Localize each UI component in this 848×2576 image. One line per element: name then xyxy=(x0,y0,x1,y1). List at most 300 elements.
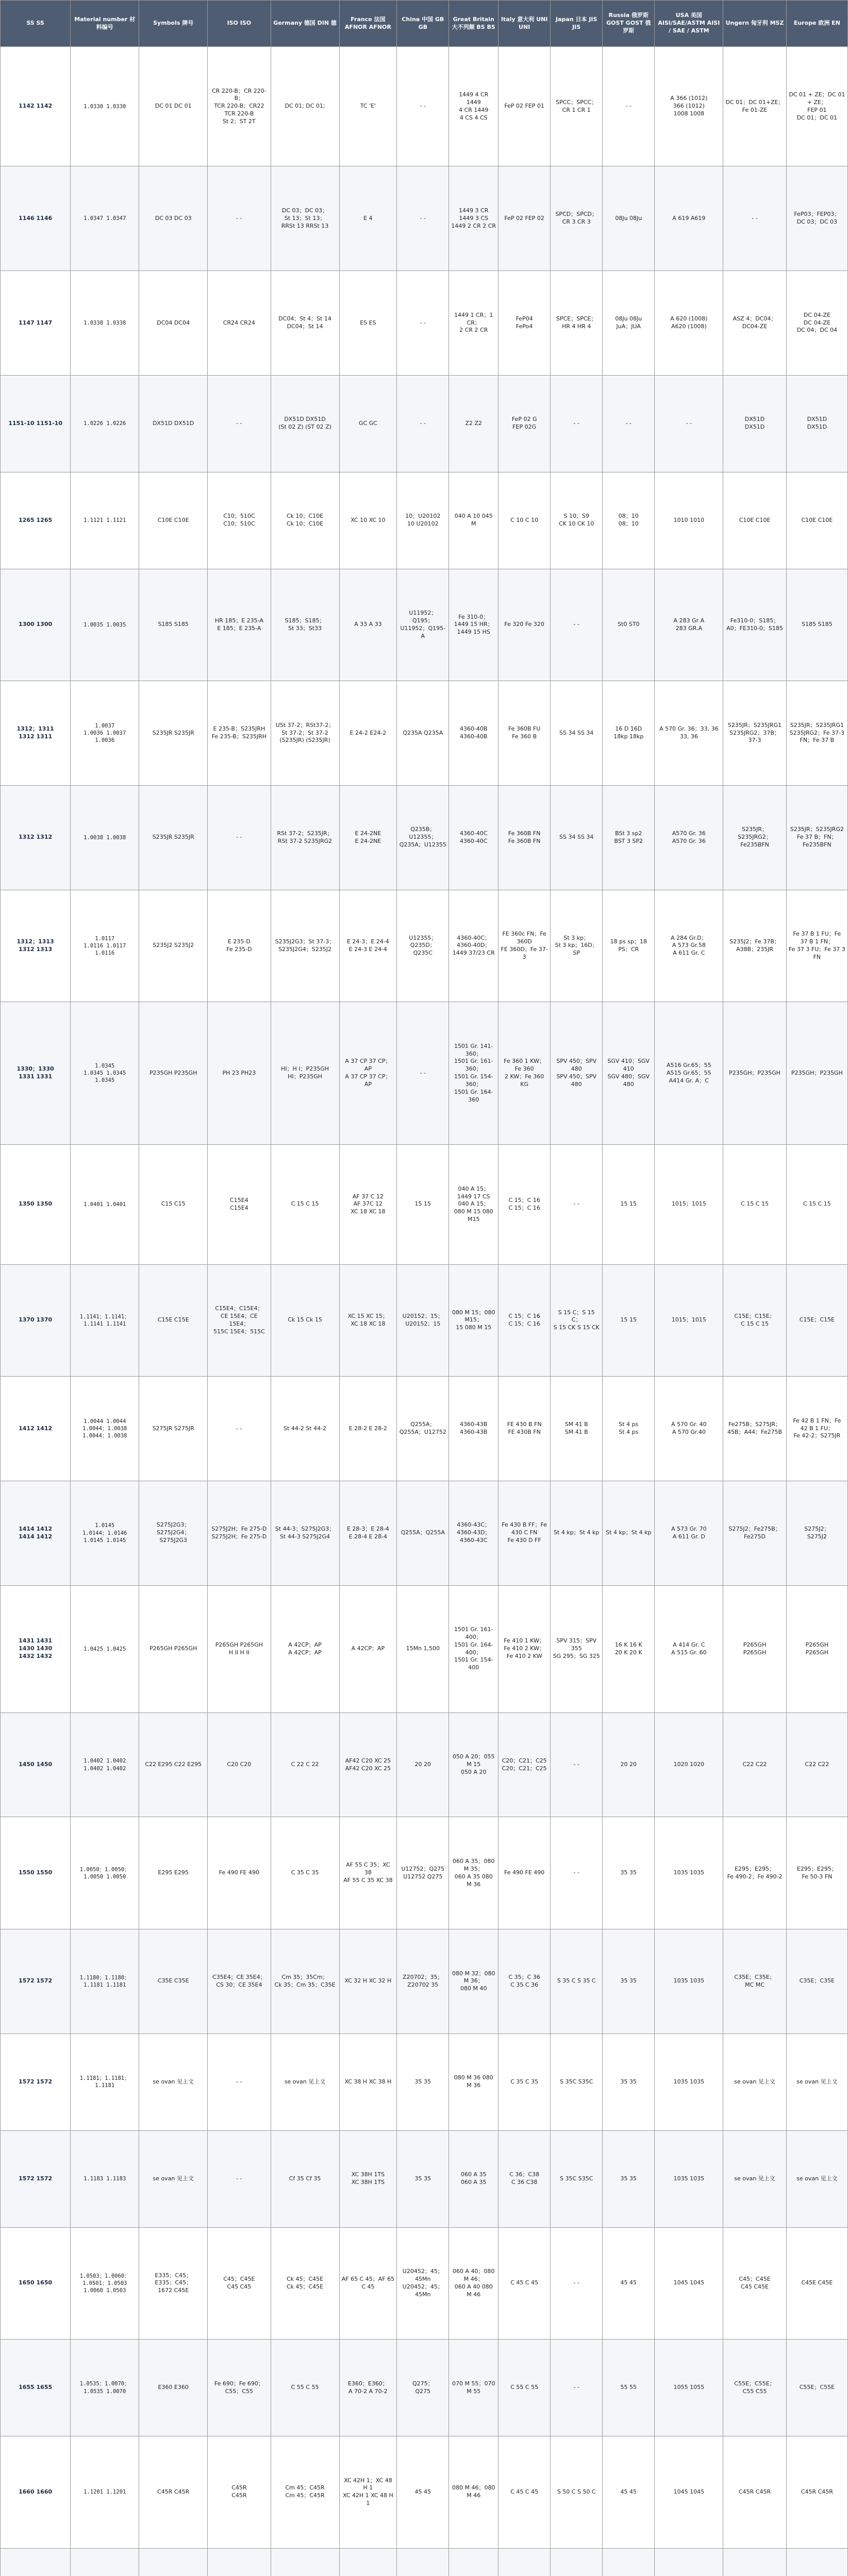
cell-gost: 16 K 16 K 20 K 20 K xyxy=(603,1585,655,1713)
cell-gb xyxy=(397,2548,449,2576)
cell-msz: se ovan 见上文 xyxy=(723,2033,786,2130)
table-row xyxy=(1,1145,848,1264)
cell-jis: S 50 C S 50 C xyxy=(551,2436,603,2548)
cell-usa: 1015；1015 xyxy=(655,1145,723,1264)
cell-gost: BSt 3 sp2 BST 3 SP2 xyxy=(603,785,655,890)
cell-wn: 1.0035 1.0035 xyxy=(71,569,139,681)
cell-iso: - - xyxy=(208,1377,271,1481)
cell-gb: - - xyxy=(397,1002,449,1145)
cell-iso: PH 23 PH23 xyxy=(208,1002,271,1145)
cell-wn: 1.0044 1.0044 1.0044；1.0038 1.0044；1.0038 xyxy=(71,1377,139,1481)
cell-uni: C 45 C 45 xyxy=(498,2227,551,2340)
cell-uni: FeP 02 FEP 02 xyxy=(498,166,551,271)
cell-ss: 1414 1412 1414 1412 xyxy=(1,1481,71,1585)
cell-jis: S 15 C；S 15 C； S 15 CK S 15 CK xyxy=(551,1264,603,1377)
cell-bs: Z2 Z2 xyxy=(449,375,498,472)
cell-gost: 45 45 xyxy=(603,2436,655,2548)
cell-ss: 1265 1265 xyxy=(1,472,71,569)
cell-bs: 080 M 36 080 M 36 xyxy=(449,2033,498,2130)
cell-din: A 42CP；AP A 42CP；AP xyxy=(271,1585,339,1713)
cell-iso: C15E4 C15E4 xyxy=(208,1145,271,1264)
cell-msz: P265GH P265GH xyxy=(723,1585,786,1713)
cell-jis: - - xyxy=(551,569,603,681)
cell-wn: 1.0330 1.0330 xyxy=(71,47,139,166)
cell-usa: A570 Gr. 36 A570 Gr. 36 xyxy=(655,785,723,890)
cell-en: C45E C45E xyxy=(786,2227,847,2340)
cell-uni: FeP 02 G FEP 02G xyxy=(498,375,551,472)
cell-usa: A 570 Gr. 36；33, 36 33, 36 xyxy=(655,681,723,786)
cell-sym xyxy=(139,2548,208,2576)
cell-uni: C 35 C 35 xyxy=(498,2033,551,2130)
cell-din: C 22 C 22 xyxy=(271,1713,339,1817)
cell-usa: A 573 Gr. 70 A 611 Gr. D xyxy=(655,1481,723,1585)
table-row xyxy=(1,890,848,1002)
cell-sym: S275JR S275JR xyxy=(139,1377,208,1481)
cell-bs: 4360-43C；4360-43D； 4360-43C xyxy=(449,1481,498,1585)
cell-din: St 44-3；S275J2G3； St 44-3 S275J2G4 xyxy=(271,1481,339,1585)
cell-afnor: XC 38H 1TS XC 38H 1TS xyxy=(339,2130,397,2227)
cell-uni: C 10 C 10 xyxy=(498,472,551,569)
cell-sym: se ovan 见上文 xyxy=(139,2033,208,2130)
cell-uni: Fe 360 1 KW；Fe 360 2 KW；Fe 360 KG xyxy=(498,1002,551,1145)
cell-gost: 08Ju 08Ju xyxy=(603,166,655,271)
cell-gost: 18 ps sp；18 PS；CR xyxy=(603,890,655,1002)
cell-afnor: A 42CP；AP xyxy=(339,1585,397,1713)
cell-ss: 1550 1550 xyxy=(1,1817,71,1929)
cell-afnor: E360；E360； A 70-2 A 70-2 xyxy=(339,2340,397,2436)
cell-gb: U12752；Q275 U12752 Q275 xyxy=(397,1817,449,1929)
cell-msz: DX51D DX51D xyxy=(723,375,786,472)
cell-din: Ck 10；C10E Ck 10；C10E xyxy=(271,472,339,569)
cell-usa: 1015；1015 xyxy=(655,1264,723,1377)
cell-bs: 040 A 10 045 M xyxy=(449,472,498,569)
cell-afnor: XC 38 H XC 38 H xyxy=(339,2033,397,2130)
cell-uni: FE 430 B FN FE 430B FN xyxy=(498,1377,551,1481)
cell-afnor: E 4 xyxy=(339,166,397,271)
cell-usa: - - xyxy=(655,375,723,472)
cell-en xyxy=(786,2548,847,2576)
cell-din: Ck 15 Ck 15 xyxy=(271,1264,339,1377)
cell-msz: Fe275B；S275JR； 45B；A44；Fe275B xyxy=(723,1377,786,1481)
cell-jis: S 35C S35C xyxy=(551,2033,603,2130)
cell-din: DX51D DX51D (St 02 Z) (ST 02 Z) xyxy=(271,375,339,472)
cell-bs: 1501 Gr. 141-360； 1501 Gr. 161-360； 1501 Gr. 154-360； 1501 Gr. 164-360 xyxy=(449,1002,498,1145)
cell-wn: 1.0425 1.0425 xyxy=(71,1585,139,1713)
cell-bs: 060 A 35 060 A 35 xyxy=(449,2130,498,2227)
cell-iso: C35E4；CE 35E4； CS 30；CE 35E4 xyxy=(208,1929,271,2034)
cell-en: P235GH；P235GH xyxy=(786,1002,847,1145)
cell-gost: 16 D 16D 18kp 18kp xyxy=(603,681,655,786)
cell-ss: 1300 1300 xyxy=(1,569,71,681)
cell-afnor xyxy=(339,2548,397,2576)
cell-jis: SS 34 SS 34 xyxy=(551,785,603,890)
cell-en: se ovan 见上文 xyxy=(786,2130,847,2227)
table-row xyxy=(1,2227,848,2340)
cell-gb: 15 15 xyxy=(397,1145,449,1264)
cell-din: C 35 C 35 xyxy=(271,1817,339,1929)
cell-sym: C22 E295 C22 E295 xyxy=(139,1713,208,1817)
cell-iso: HR 185；E 235-A E 185；E 235-A xyxy=(208,569,271,681)
cell-iso: Fe 490 FE 490 xyxy=(208,1817,271,1929)
cell-usa: 1035 1035 xyxy=(655,1817,723,1929)
table-row xyxy=(1,2130,848,2227)
cell-msz: C10E C10E xyxy=(723,472,786,569)
cell-ss: 1450 1450 xyxy=(1,1713,71,1817)
cell-msz: C45；C45E C45 C45E xyxy=(723,2227,786,2340)
cell-afnor: E 28-2 E 28-2 xyxy=(339,1377,397,1481)
cell-msz: C22 C22 xyxy=(723,1713,786,1817)
cell-sym: se ovan 见上文 xyxy=(139,2130,208,2227)
cell-sym: C45R C45R xyxy=(139,2436,208,2548)
cell-gb: - - xyxy=(397,47,449,166)
cell-afnor: AF 37 C 12 AF 37C 12 XC 18 XC 18 xyxy=(339,1145,397,1264)
cell-afnor: E 24-2NE E 24-2NE xyxy=(339,785,397,890)
cell-msz: S235JR；S235JRG1 S235JRG2；37B；37-3 xyxy=(723,681,786,786)
cell-ss: 1147 1147 xyxy=(1,271,71,376)
cell-ss: 1312 1312 xyxy=(1,785,71,890)
cell-sym: S185 S185 xyxy=(139,569,208,681)
cell-msz: C35E；C35E； MC MC xyxy=(723,1929,786,2034)
cell-sym: P265GH P265GH xyxy=(139,1585,208,1713)
cell-msz: - - xyxy=(723,166,786,271)
cell-msz: DC 01；DC 01+ZE； Fe 01-ZE xyxy=(723,47,786,166)
cell-din: DC 03；DC 03； St 13；St 13； RRSt 13 RRSt 13 xyxy=(271,166,339,271)
table-row xyxy=(1,166,848,271)
cell-bs: 060 A 40；080 M 46； 060 A 40 080 M 46 xyxy=(449,2227,498,2340)
cell-din: DC 01; DC 01; xyxy=(271,47,339,166)
cell-gost xyxy=(603,2548,655,2576)
cell-uni: Fe 410 1 KW；Fe 410 2 KW； Fe 410 2 KW xyxy=(498,1585,551,1713)
cell-din: Cf 35 Cf 35 xyxy=(271,2130,339,2227)
cell-iso: CR24 CR24 xyxy=(208,271,271,376)
cell-din: S185；S185； St 33；St33 xyxy=(271,569,339,681)
cell-en: C10E C10E xyxy=(786,472,847,569)
cell-wn xyxy=(71,2548,139,2576)
table-row xyxy=(1,1377,848,1481)
cell-ss: 1572 1572 xyxy=(1,2130,71,2227)
cell-en: C35E；C35E xyxy=(786,1929,847,2034)
cell-bs: 1449 4 CR 1449 4 CR 1449 4 CS 4 CS xyxy=(449,47,498,166)
col-header-gb: China 中国 GB GB xyxy=(397,1,449,47)
cell-din: HI；H I；P235GH HI；P235GH xyxy=(271,1002,339,1145)
cell-gb: Q275； Q275 xyxy=(397,2340,449,2436)
cell-iso: C15E4；C15E4； CE 15E4；CE 15E4； 515C 15E4；515C xyxy=(208,1264,271,1377)
cell-din: Cm 45；C45R Cm 45；C45R xyxy=(271,2436,339,2548)
cell-gb: Q235A Q235A xyxy=(397,681,449,786)
cell-gost: St 4 ps St 4 ps xyxy=(603,1377,655,1481)
cell-gb: - - xyxy=(397,375,449,472)
cell-sym: E295 E295 xyxy=(139,1817,208,1929)
cell-bs: 040 A 15；1449 17 CS 040 A 15； 080 M 15 080 M15 xyxy=(449,1145,498,1264)
cell-msz: se ovan 见上文 xyxy=(723,2130,786,2227)
cell-uni: FeP 02 FEP 01 xyxy=(498,47,551,166)
cell-wn: 1.1121 1.1121 xyxy=(71,472,139,569)
cell-ss: 1655 1655 xyxy=(1,2340,71,2436)
cell-uni: Fe 360B FU Fe 360 B xyxy=(498,681,551,786)
cell-sym: C15 C15 xyxy=(139,1145,208,1264)
cell-wn: 1.0402 1.0402 1.0402 1.0402 xyxy=(71,1713,139,1817)
cell-en: Fe 42 B 1 FN；Fe 42 B 1 FU； Fe 42-2；S275JR xyxy=(786,1377,847,1481)
table-row xyxy=(1,472,848,569)
cell-sym: S275J2G3； S275J2G4； S275J2G3 xyxy=(139,1481,208,1585)
cell-gost: 35 35 xyxy=(603,2033,655,2130)
cell-iso: - - xyxy=(208,2033,271,2130)
cell-iso xyxy=(208,2548,271,2576)
cell-ss: 1412 1412 xyxy=(1,1377,71,1481)
cell-sym: S235JR S235JR xyxy=(139,785,208,890)
cell-wn: 1.0338 1.0338 xyxy=(71,271,139,376)
cell-sym: S235J2 S235J2 xyxy=(139,890,208,1002)
col-header-en: Europe 欧洲 EN xyxy=(786,1,847,47)
cell-iso: C45；C45E C45 C45 xyxy=(208,2227,271,2340)
cell-en: C 15 C 15 xyxy=(786,1145,847,1264)
cell-jis: St 4 kp；St 4 kp xyxy=(551,1481,603,1585)
cell-gb: - - xyxy=(397,271,449,376)
cell-gost: 45 45 xyxy=(603,2227,655,2340)
cell-sym: DC 01 DC 01 xyxy=(139,47,208,166)
cell-ss: 1572 1572 xyxy=(1,2033,71,2130)
cell-bs: 4360-40B 4360-40B xyxy=(449,681,498,786)
cell-din: DC04；St 4；St 14 DC04；St 14 xyxy=(271,271,339,376)
cell-msz: ASZ 4；DC04； DC04-ZE xyxy=(723,271,786,376)
cell-wn: 1.1201 1.1201 xyxy=(71,2436,139,2548)
cell-iso: - - xyxy=(208,166,271,271)
cell-uni: Fe 360B FN Fe 360B FN xyxy=(498,785,551,890)
cell-gost: 20 20 xyxy=(603,1713,655,1817)
cell-msz: E295；E295； Fe 490-2；Fe 490-2 xyxy=(723,1817,786,1929)
cell-bs: 080 M 32；080 M 36； 080 M 40 xyxy=(449,1929,498,2034)
cell-gost: St 4 kp；St 4 kp xyxy=(603,1481,655,1585)
cell-wn: 1.1183 1.1183 xyxy=(71,2130,139,2227)
table-row xyxy=(1,1585,848,1713)
cell-usa: 1035 1035 xyxy=(655,2033,723,2130)
cell-ss: 1650 1650 xyxy=(1,2227,71,2340)
cell-usa xyxy=(655,2548,723,2576)
cell-wn: 1.1181；1.1181； 1.1181 xyxy=(71,2033,139,2130)
cell-wn: 1.0401 1.0401 xyxy=(71,1145,139,1264)
cell-afnor: GC GC xyxy=(339,375,397,472)
cell-din: C 55 C 55 xyxy=(271,2340,339,2436)
cell-msz xyxy=(723,2548,786,2576)
cell-afnor: XC 42H 1；XC 48 H 1 XC 42H 1 XC 48 H 1 xyxy=(339,2436,397,2548)
cell-msz: C15E；C15E； C 15 C 15 xyxy=(723,1264,786,1377)
cell-usa: 1045 1045 xyxy=(655,2436,723,2548)
table-row xyxy=(1,2436,848,2548)
cell-bs: 060 A 35；080 M 35； 060 A 35 080 M 36 xyxy=(449,1817,498,1929)
cell-afnor: ES ES xyxy=(339,271,397,376)
cell-afnor: TC 'E' xyxy=(339,47,397,166)
cell-en: C55E；C55E xyxy=(786,2340,847,2436)
cell-gost: 15 15 xyxy=(603,1264,655,1377)
cell-wn: 1.0145 1.0144；1.0146 1.0145 1.0145 xyxy=(71,1481,139,1585)
cell-usa: 1020 1020 xyxy=(655,1713,723,1817)
table-row xyxy=(1,1713,848,1817)
cell-din: Ck 45；C45E Ck 45；C45E xyxy=(271,2227,339,2340)
cell-en: S235JR；S235JRG1 S235JRG2；Fe 37-3 FN；Fe 37 B xyxy=(786,681,847,786)
cell-iso: - - xyxy=(208,2130,271,2227)
cell-bs: 1449 3 CR 1449 3 CS 1449 2 CR 2 CR xyxy=(449,166,498,271)
cell-gost: 08Ju 08Ju JuA；JUA xyxy=(603,271,655,376)
cell-wn: 1.0226 1.0226 xyxy=(71,375,139,472)
cell-iso: CR 220-B；CR 220-B； TCR 220-B；CR22 TCR 220-B St 2；ST 2T xyxy=(208,47,271,166)
table-row xyxy=(1,1264,848,1377)
cell-jis: - - xyxy=(551,2227,603,2340)
table-row xyxy=(1,375,848,472)
cell-usa: 1055 1055 xyxy=(655,2340,723,2436)
cell-gost: SGV 410；SGV 410 SGV 480；SGV 480 xyxy=(603,1002,655,1145)
cell-sym: C15E C15E xyxy=(139,1264,208,1377)
col-header-material-number: Material number 材料编号 xyxy=(71,1,139,47)
table-row xyxy=(1,681,848,786)
cell-iso: Fe 690；Fe 690； C55；C55 xyxy=(208,2340,271,2436)
cell-en: P265GH P265GH xyxy=(786,1585,847,1713)
cell-gb: 35 35 xyxy=(397,2033,449,2130)
cell-gb: Q235B；U12355； Q235A；U12355 xyxy=(397,785,449,890)
cell-gb: U20452；45；45Mn U20452；45；45Mn xyxy=(397,2227,449,2340)
cell-gost: 35 35 xyxy=(603,1817,655,1929)
cell-en: S235JR；S235JRG2 Fe 37 B；FN； Fe235BFN xyxy=(786,785,847,890)
cell-afnor: AF42 C20 XC 25 AF42 C20 XC 25 xyxy=(339,1713,397,1817)
cell-iso: C45R C45R xyxy=(208,2436,271,2548)
cell-sym: C35E C35E xyxy=(139,1929,208,2034)
table-row xyxy=(1,47,848,166)
cell-ss: 1660 1660 xyxy=(1,2436,71,2548)
cell-iso: P265GH P265GH H II H II xyxy=(208,1585,271,1713)
cell-bs: 4360-40C 4360-40C xyxy=(449,785,498,890)
cell-gb: 15Mn 1,500 xyxy=(397,1585,449,1713)
cell-jis: SPV 315；SPV 355 SG 295；SG 325 xyxy=(551,1585,603,1713)
table-row xyxy=(1,1481,848,1585)
cell-uni: C20；C21；C25 C20；C21；C25 xyxy=(498,1713,551,1817)
cell-jis: SPV 450；SPV 480 SPV 450；SPV 480 xyxy=(551,1002,603,1145)
cell-gost: 35 35 xyxy=(603,2130,655,2227)
cell-gost: - - xyxy=(603,47,655,166)
cell-uni: C 15；C 16 C 15；C 16 xyxy=(498,1145,551,1264)
cell-din: RSt 37-2；S235JR； RSt 37-2 S235JRG2 xyxy=(271,785,339,890)
cell-ss: 1330；1330 1331 1331 xyxy=(1,1002,71,1145)
cell-uni: C 45 C 45 xyxy=(498,2436,551,2548)
cell-gb: U11952；Q195； U11952；Q195-A xyxy=(397,569,449,681)
cell-sym: S235JR S235JR xyxy=(139,681,208,786)
cell-usa: 1035 1035 xyxy=(655,1929,723,2034)
cell-jis: SM 41 B SM 41 B xyxy=(551,1377,603,1481)
cell-uni: Fe 320 Fe 320 xyxy=(498,569,551,681)
cell-gost: 15 15 xyxy=(603,1145,655,1264)
cell-usa: A 570 Gr. 40 A 570 Gr.40 xyxy=(655,1377,723,1481)
cell-usa: 1010 1010 xyxy=(655,472,723,569)
cell-msz: C55E；C55E； C55 C55 xyxy=(723,2340,786,2436)
cell-jis: St 3 kp； St 3 kp；16D；SP xyxy=(551,890,603,1002)
cell-sym: C10E C10E xyxy=(139,472,208,569)
cell-din: C 15 C 15 xyxy=(271,1145,339,1264)
table-row xyxy=(1,785,848,890)
col-header-usa: USA 美国 AISI/SAE/ASTM AISI / SAE / ASTM xyxy=(655,1,723,47)
cell-afnor: XC 15 XC 15； XC 18 XC 18 xyxy=(339,1264,397,1377)
cell-msz: C45R C45R xyxy=(723,2436,786,2548)
cell-gb: 20 20 xyxy=(397,1713,449,1817)
cell-jis: S 35 C S 35 C xyxy=(551,1929,603,2034)
cell-en: S275J2； S275J2 xyxy=(786,1481,847,1585)
cell-en: S185 S185 xyxy=(786,569,847,681)
cell-uni xyxy=(498,2548,551,2576)
cell-wn: 1.0535；1.0070； 1.0535 1.0070 xyxy=(71,2340,139,2436)
cell-gb: Z20702；35； Z20702 35 xyxy=(397,1929,449,2034)
cell-uni: FeP04 FePo4 xyxy=(498,271,551,376)
cell-gost: 35 35 xyxy=(603,1929,655,2034)
cell-afnor: AF 65 C 45；AF 65 C 45 xyxy=(339,2227,397,2340)
cell-bs: 070 M 55；070 M 55 xyxy=(449,2340,498,2436)
col-header-ss: SS SS xyxy=(1,1,71,47)
cell-bs: 4360-40C；4360-40D； 1449 37/23 CR xyxy=(449,890,498,1002)
cell-gb: 35 35 xyxy=(397,2130,449,2227)
cell-bs: 050 A 20；055 M 15 050 A 20 xyxy=(449,1713,498,1817)
cell-jis: - - xyxy=(551,1145,603,1264)
cell-ss: 1142 1142 xyxy=(1,47,71,166)
cell-jis xyxy=(551,2548,603,2576)
cell-ss: 1431 1431 1430 1430 1432 1432 xyxy=(1,1585,71,1713)
cell-en: DX51D DX51D xyxy=(786,375,847,472)
cell-jis: - - xyxy=(551,1713,603,1817)
cell-gost: 08；10 08；10 xyxy=(603,472,655,569)
cell-usa: A 283 Gr A 283 GR.A xyxy=(655,569,723,681)
col-header-bs: Great Britain 大不列颠 BS BS xyxy=(449,1,498,47)
cell-iso: - - xyxy=(208,375,271,472)
col-header-uni: Italy 意大利 UNI UNI xyxy=(498,1,551,47)
cell-en: C45R C45R xyxy=(786,2436,847,2548)
col-header-jis: Japan 日本 JIS JIS xyxy=(551,1,603,47)
cell-ss: 1370 1370 xyxy=(1,1264,71,1377)
cell-uni: Fe 430 B FF；Fe 430 C FN Fe 430 D FF xyxy=(498,1481,551,1585)
cell-en: DC 04-ZE DC 04-ZE DC 04；DC 04 xyxy=(786,271,847,376)
cell-jis: S 10；S9 CK 10 CK 10 xyxy=(551,472,603,569)
cell-afnor: AF 55 C 35；XC 38 AF 55 C 35 XC 38 xyxy=(339,1817,397,1929)
cell-gb: Q255A； Q255A；U12752 xyxy=(397,1377,449,1481)
col-header-msz: Ungern 匈牙利 MSZ xyxy=(723,1,786,47)
cell-uni: Fe 490 FE 490 xyxy=(498,1817,551,1929)
cell-usa: A 620 (1008) A620 (1008) xyxy=(655,271,723,376)
cell-en: se ovan 见上文 xyxy=(786,2033,847,2130)
cell-gost: - - xyxy=(603,375,655,472)
cell-din: USt 37-2；RSt37-2； St 37-2；St 37-2 (S235JR) (S235JR) xyxy=(271,681,339,786)
cell-wn: 1.0345 1.0345 1.0345 1.0345 xyxy=(71,1002,139,1145)
cell-wn: 1.1141；1.1141； 1.1141 1.1141 xyxy=(71,1264,139,1377)
table-row xyxy=(1,2340,848,2436)
col-header-afnor: France 法国 AFNOR AFNOR xyxy=(339,1,397,47)
cell-uni: C 35；C 36 C 35 C 36 xyxy=(498,1929,551,2034)
cell-usa: A516 Gr.65；55 A515 Gr.65；55 A414 Gr. A；C xyxy=(655,1002,723,1145)
cell-uni: FE 360c FN；Fe 360D FE 360D；Fe 37-3 xyxy=(498,890,551,1002)
cell-ss: 1146 1146 xyxy=(1,166,71,271)
table-body xyxy=(1,47,848,2576)
cell-gost: St0 ST0 xyxy=(603,569,655,681)
cell-msz: S235J2；Fe 37B； A38B；235JR xyxy=(723,890,786,1002)
cell-afnor: A 37 CP 37 CP；AP A 37 CP 37 CP；AP xyxy=(339,1002,397,1145)
col-header-symbols: Symbols 牌号 xyxy=(139,1,208,47)
cell-iso: E 235-D Fe 235-D xyxy=(208,890,271,1002)
cell-wn: 1.0347 1.0347 xyxy=(71,166,139,271)
cell-usa: A 284 Gr.D； A 573 Gr.58 A 611 Gr. C xyxy=(655,890,723,1002)
cell-afnor: E 24-3；E 24-4 E 24-3 E 24-4 xyxy=(339,890,397,1002)
cell-uni: C 15；C 16 C 15；C 16 xyxy=(498,1264,551,1377)
col-header-iso: ISO ISO xyxy=(208,1,271,47)
cell-en: E295；E295； Fe 50-3 FN xyxy=(786,1817,847,1929)
header-row xyxy=(1,1,848,47)
cell-gb: - - xyxy=(397,166,449,271)
cell-uni: C 36；C38 C 36 C38 xyxy=(498,2130,551,2227)
cell-jis: - - xyxy=(551,2340,603,2436)
cell-en: C22 C22 xyxy=(786,1713,847,1817)
cell-bs: Fe 310-0；1449 15 HR； 1449 15 HS xyxy=(449,569,498,681)
